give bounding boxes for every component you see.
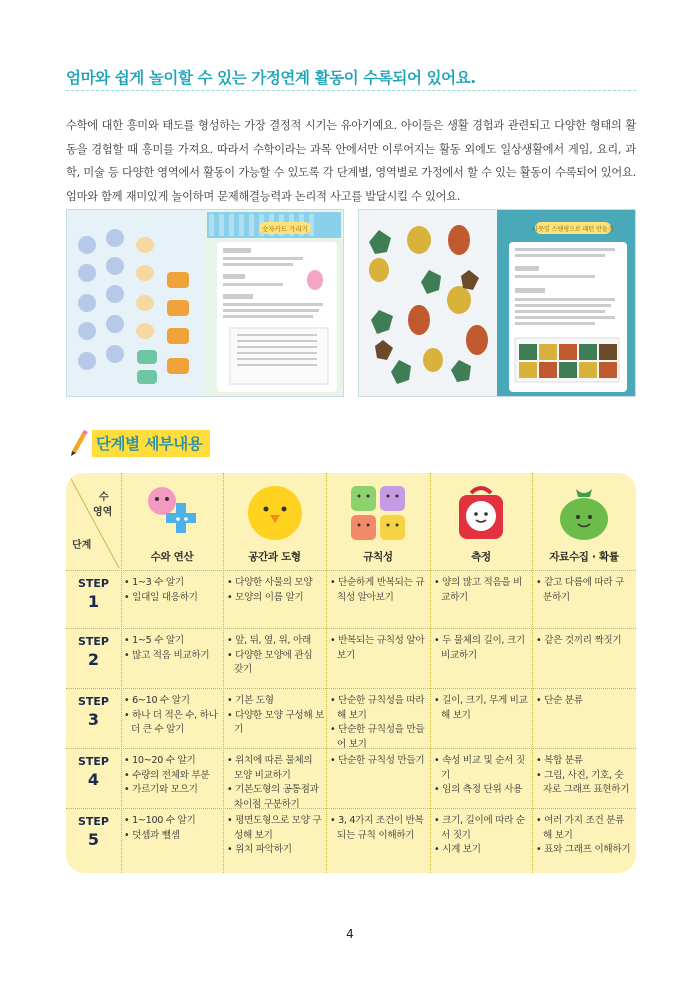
step-number: 3: [87, 710, 100, 729]
table-cell: • 6~10 수 알기: [124, 695, 190, 706]
table-row-step-1: [66, 570, 636, 628]
table-cell: • 3, 4가지 조건이 반복되는 규칙 이해하기: [330, 815, 424, 841]
table-cell: • 위치에 따른 물체의 모양 비교하기: [227, 755, 313, 781]
table-cell: • 같은 것끼리 짝짓기: [536, 635, 622, 646]
table-cell: • 1~100 수 알기: [124, 815, 196, 826]
table-cell: • 양의 많고 적음을 비교하기: [434, 577, 523, 603]
section-title: [68, 428, 210, 458]
table-cell: • 단순한 규칙성을 만들어 보기: [330, 724, 425, 750]
step-label: STEP: [77, 755, 109, 768]
step-number: 5: [87, 830, 100, 849]
corner-label-area: 영역: [93, 507, 113, 518]
table-cell: • 일대일 대응하기: [124, 591, 198, 603]
table-row-step-2: [66, 628, 636, 688]
heading: 엄마와 쉽게 놀이할 수 있는 가정연계 활동이 수록되어 있어요.: [66, 69, 476, 87]
activity-thumbnail-leaf-stamping: [358, 209, 636, 397]
table-cell: • 10~20 수 알기: [124, 755, 196, 766]
table-cell: • 가르기와 모으기: [124, 784, 198, 795]
column-divider: [121, 473, 122, 873]
table-cell: • 다양한 모양에 관심 갖기: [227, 649, 313, 675]
table-cell: • 반복되는 규칙성 알아보기: [330, 635, 425, 661]
table-cell: • 단순 분류: [536, 695, 583, 706]
column-header-measurement: [430, 473, 532, 570]
thumb-right-title: 나뭇잎 스탬핑으로 패턴 만들기: [532, 226, 614, 233]
pink-blue-blocks-icon: [142, 483, 202, 543]
heading-divider: [66, 90, 636, 91]
column-label: 규칙성: [363, 551, 393, 563]
table-cell: • 단순한 규칙성을 따라 해 보기: [330, 695, 425, 721]
table-cell: • 기본도형의 공통점과 차이점 구분하기: [227, 784, 319, 810]
column-label: 공간과 도형: [248, 551, 301, 563]
column-header-number: [121, 473, 223, 570]
table-corner-header: [66, 473, 121, 570]
column-label: 측정: [471, 551, 491, 563]
thumb-left-title: 숫자카드 가리기: [261, 225, 309, 233]
column-divider: [532, 473, 533, 873]
column-header-pattern: [326, 473, 430, 570]
smiley-tiles-icon: [348, 483, 408, 543]
table-row-step-4: [66, 748, 636, 808]
column-divider: [223, 473, 224, 873]
table-cell: • 크기, 길이에 따라 순서 짓기: [434, 815, 525, 841]
table-cell: • 덧셈과 뺄셈: [124, 829, 180, 841]
step-label: STEP: [77, 815, 109, 828]
table-cell: • 앞, 뒤, 옆, 위, 아래: [227, 635, 311, 646]
table-cell: • 평면도형으로 모양 구성해 보기: [227, 815, 322, 841]
stage-detail-table: [66, 473, 636, 873]
table-cell: • 1~3 수 알기: [124, 577, 184, 588]
step-number: 1: [87, 592, 100, 611]
step-number: 2: [87, 650, 100, 669]
table-cell: • 모양의 이름 알기: [227, 591, 304, 603]
corner-label-stage: 단계: [72, 540, 92, 551]
column-header-data-probability: [532, 473, 636, 570]
column-header-space-shape: [223, 473, 326, 570]
table-row-step-3: [66, 688, 636, 748]
column-label: 수와 연산: [150, 551, 194, 563]
pencil-icon: [68, 429, 88, 457]
page-number: 4: [346, 927, 354, 941]
table-cell: • 수량의 전체와 부분: [124, 769, 210, 781]
table-cell: • 단순하게 반복되는 규칙성 알아보기: [330, 577, 425, 603]
table-cell: • 여러 가지 조건 분류해 보기: [536, 815, 625, 841]
table-cell: • 하나 더 적은 수, 하나 더 큰 수 알기: [124, 709, 218, 735]
table-cell: • 위치 파악하기: [227, 844, 292, 855]
table-cell: • 길이, 크기, 무게 비교해 보기: [434, 695, 528, 721]
intro-paragraph: 수학에 대한 흥미와 태도를 형성하는 가장 결정적 시기는 유아기예요. 아이들은 생활 경험과 관련되고 다양한 형태의 활동을 경험할 때 흥미를 가져요. 따라서 수학이라는 과목 안에서만 이루어지는 활동 외에도 일상생활에서 게임, 요리, 과학, 미술 등 다양한 영역에서 활동이 가능할 수 있도록 각 단계별, 영역별로 가정에서 할 수 있는 활동이 수록되어 있어요. 엄마와 함께 재미있게 놀이하며 문제해결능력과 논리적 사고를 발달시킬 수 있어요.: [66, 119, 636, 203]
table-cell: • 복합 분류: [536, 755, 583, 766]
column-label: 자료수집 · 확률: [549, 551, 619, 563]
activity-thumbnail-number-cards: [66, 209, 344, 397]
table-cell: • 기본 도형: [227, 695, 274, 706]
table-cell: • 속성 비교 및 순서 짓기: [434, 755, 525, 781]
table-cell: • 다양한 모양 구성해 보기: [227, 709, 325, 735]
table-cell: • 많고 적음 비교하기: [124, 649, 210, 661]
green-sack-icon: [554, 483, 614, 543]
step-label: STEP: [77, 695, 109, 708]
table-cell: • 시계 보기: [434, 844, 481, 855]
red-bag-scale-icon: [451, 483, 511, 543]
section-title-label: 단계별 세부내용: [92, 430, 210, 457]
header-divider: [66, 570, 636, 571]
step-label: STEP: [77, 635, 109, 648]
corner-label-su: 수: [99, 492, 109, 503]
table-cell: • 두 물체의 길이, 크기 비교하기: [434, 635, 525, 661]
column-divider: [326, 473, 327, 873]
table-cell: • 표와 그래프 이해하기: [536, 844, 631, 855]
table-cell: • 같고 다름에 따라 구분하기: [536, 577, 625, 603]
table-cell: • 임의 측정 단위 사용: [434, 784, 523, 795]
table-cell: • 그림, 사진, 기호, 숫자로 그래프 표현하기: [536, 769, 630, 795]
table-cell: • 다양한 사물의 모양: [227, 577, 313, 588]
table-cell: • 1~5 수 알기: [124, 635, 184, 646]
table-row-step-5: [66, 808, 636, 873]
step-number: 4: [87, 770, 100, 789]
column-divider: [430, 473, 431, 873]
table-cell: • 단순한 규칙성 만들기: [330, 755, 425, 766]
yellow-chick-icon: [245, 483, 305, 543]
step-label: STEP: [77, 577, 109, 590]
